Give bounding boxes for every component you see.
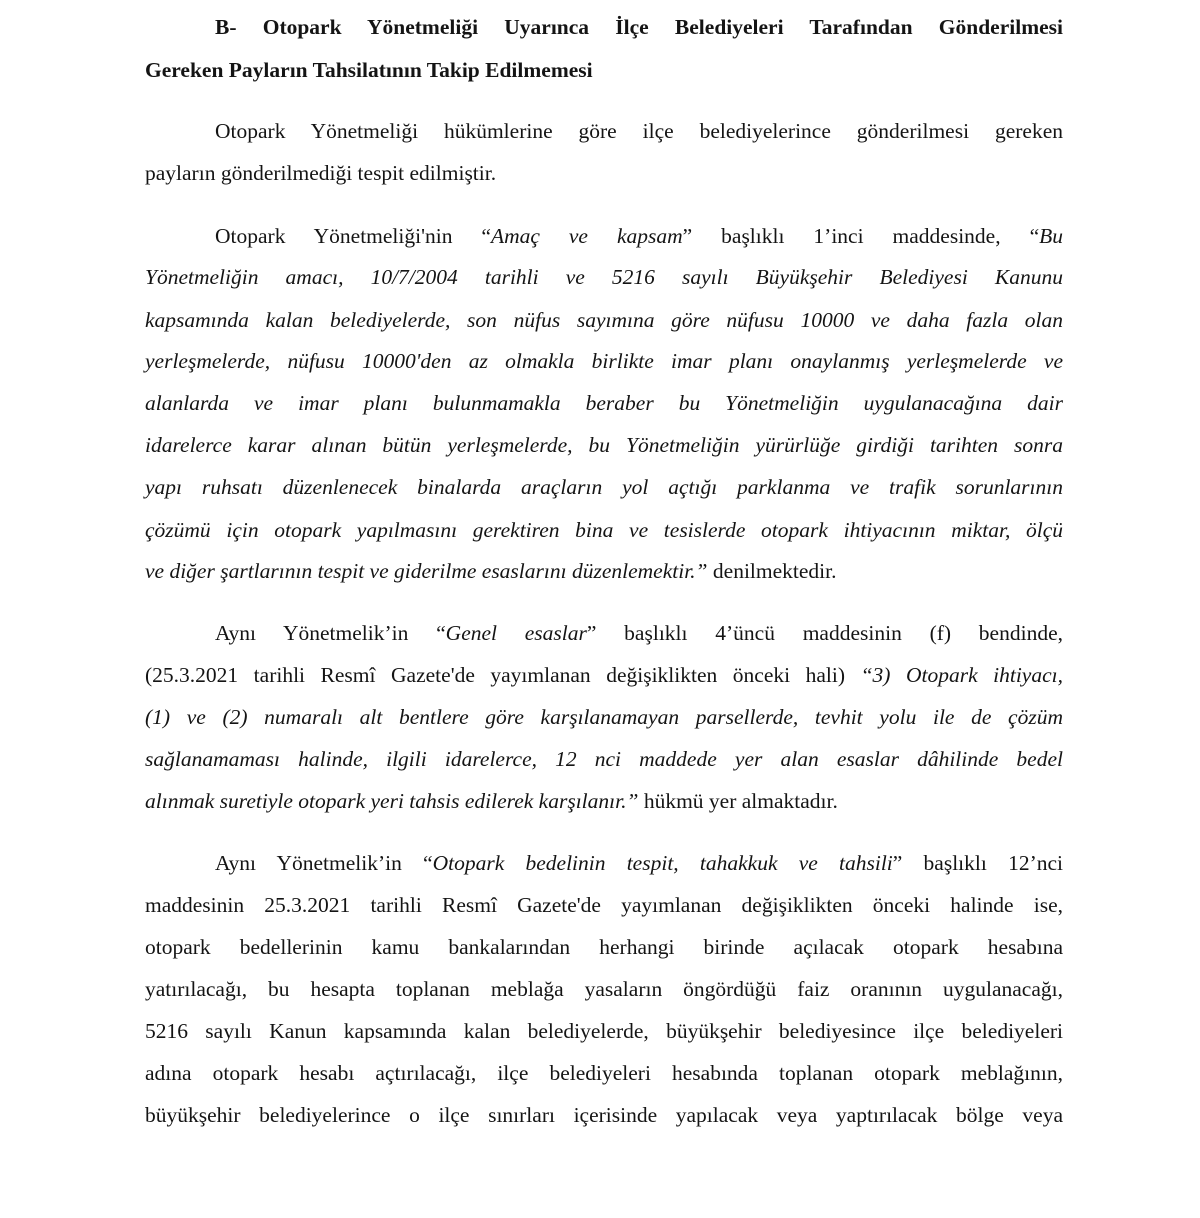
paragraph-3-line-3: (1) ve (2) numaralı alt bentlere göre karşılanamayan parsellerde, tevhit yolu ile de çözüm — [145, 705, 1063, 729]
text-normal: Aynı Yönetmelik’in “ — [215, 851, 433, 875]
text-normal: Otopark Yönetmeliği'nin “ — [215, 224, 491, 248]
section-heading-line-1: B- Otopark Yönetmeliği Uyarınca İlçe Belediyeleri Tarafından Gönderilmesi — [215, 15, 1063, 39]
quoted-title-genel-esaslar: Genel esaslar — [445, 621, 587, 645]
quoted-title-amac-ve-kapsam: Amaç ve kapsam — [490, 224, 683, 248]
paragraph-2-line-8: çözümü için otopark yapılmasını gerektiren bina ve tesislerde otopark ihtiyacının miktar, ölçü — [145, 518, 1063, 542]
section-heading-line-2: Gereken Payların Tahsilatının Takip Edilmemesi — [145, 58, 593, 82]
quote-start: “3) Otopark ihtiyacı, — [860, 663, 1063, 687]
quote-end: alınmak suretiyle otopark yeri tahsis edilerek karşılanır.” — [145, 789, 639, 813]
paragraph-2-line-5: alanlarda ve imar planı bulunmamakla beraber bu Yönetmeliğin uygulanacağına dair — [145, 391, 1063, 415]
paragraph-3-line-5 — [145, 787, 1063, 815]
text-normal: ” başlıklı 4’üncü maddesinin (f) bendinde, — [586, 621, 1063, 645]
quote-end: ve diğer şartlarının tespit ve giderilme esaslarını düzenlemektir.” — [145, 559, 708, 583]
text-normal: ” başlıklı 12’nci — [892, 851, 1063, 875]
paragraph-2-line-2: Yönetmeliğin amacı, 10/7/2004 tarihli ve 5216 sayılı Büyükşehir Belediyesi Kanunu — [145, 265, 1063, 289]
paragraph-2-line-6: idarelerce karar alınan bütün yerleşmelerde, bu Yönetmeliğin yürürlüğe girdiği tarihten sonra — [145, 433, 1063, 457]
paragraph-3-line-2 — [145, 661, 1063, 689]
paragraph-4-line-5: 5216 sayılı Kanun kapsamında kalan belediyelerde, büyükşehir belediyesince ilçe belediyeleri — [145, 1019, 1063, 1043]
text-normal: Aynı Yönetmelik’in “ — [215, 621, 446, 645]
quoted-title-otopark-bedelinin: Otopark bedelinin tespit, tahakkuk ve tahsili — [432, 851, 893, 875]
paragraph-4-line-7: büyükşehir belediyelerince o ilçe sınırları içerisinde yapılacak veya yaptırılacak bölge veya — [145, 1103, 1063, 1127]
paragraph-4-line-4: yatırılacağı, bu hesapta toplanan meblağa yasaların öngördüğü faiz oranının uygulanacağı, — [145, 977, 1063, 1001]
paragraph-2-line-3: kapsamında kalan belediyelerde, son nüfus sayımına göre nüfusu 10000 ve daha fazla olan — [145, 308, 1063, 332]
paragraph-2-line-7: yapı ruhsatı düzenlenecek binalarda araçların yol açtığı parklanma ve trafik sorunlarının — [145, 475, 1063, 499]
paragraph-2-line-9 — [145, 557, 1063, 585]
paragraph-1-line-1: Otopark Yönetmeliği hükümlerine göre ilçe belediyelerince gönderilmesi gereken — [215, 119, 1063, 143]
paragraph-3-line-1 — [215, 619, 1063, 647]
text-normal: (25.3.2021 tarihli Resmî Gazete'de yayımlanan değişiklikten önceki hali) — [145, 663, 861, 687]
paragraph-3-line-4: sağlanamaması halinde, ilgili idarelerce, 12 nci maddede yer alan esaslar dâhilinde bedel — [145, 747, 1063, 771]
paragraph-4-line-2: maddesinin 25.3.2021 tarihli Resmî Gazete'de yayımlanan değişiklikten önceki halinde ise, — [145, 893, 1063, 917]
text-normal: denilmektedir. — [707, 559, 837, 583]
paragraph-4-line-3: otopark bedellerinin kamu bankalarından herhangi birinde açılacak otopark hesabına — [145, 935, 1063, 959]
paragraph-2-line-1 — [215, 222, 1063, 250]
paragraph-2-line-4: yerleşmelerde, nüfusu 10000'den az olmakla birlikte imar planı onaylanmış yerleşmelerde ve — [145, 349, 1063, 373]
paragraph-1-line-2: payların gönderilmediği tespit edilmiştir. — [145, 161, 497, 185]
paragraph-4-line-1 — [215, 849, 1063, 877]
text-normal: hükmü yer almaktadır. — [638, 789, 838, 813]
text-normal: ” başlıklı 1’inci maddesinde, “ — [682, 224, 1040, 248]
quote-start: Bu — [1039, 224, 1064, 248]
paragraph-4-line-6: adına otopark hesabı açtırılacağı, ilçe belediyeleri hesabında toplanan otopark meblağının, — [145, 1061, 1063, 1085]
